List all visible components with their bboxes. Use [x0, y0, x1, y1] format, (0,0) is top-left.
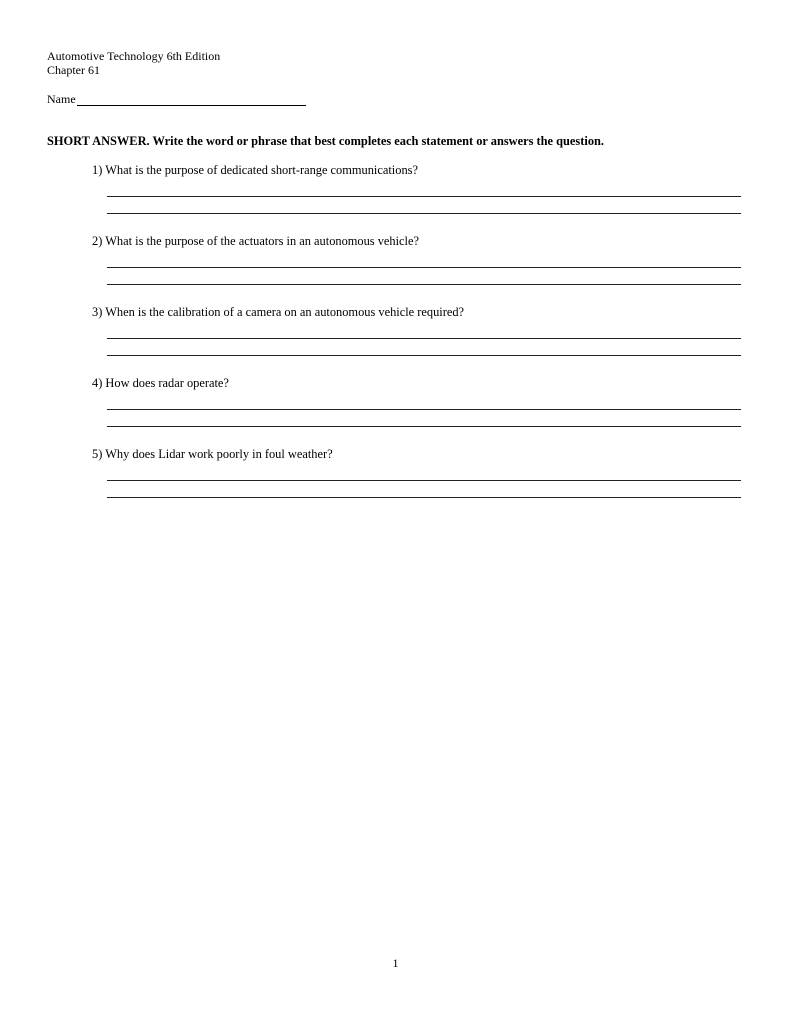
chapter-label: Chapter 61 [47, 63, 100, 77]
question-1 [92, 163, 742, 178]
question-5 [92, 447, 742, 462]
question-text: 2) What is the purpose of the actuators in an autonomous vehicle? [92, 234, 419, 248]
answer-line-1[interactable] [107, 338, 741, 339]
answer-line-1[interactable] [107, 409, 741, 410]
page-number: 1 [392, 956, 399, 970]
question-4 [92, 376, 742, 391]
question-text: 5) Why does Lidar work poorly in foul weather? [92, 447, 333, 461]
answer-line-2[interactable] [107, 213, 741, 214]
section-instructions: SHORT ANSWER. Write the word or phrase that best completes each statement or answers the question. [47, 134, 605, 148]
answer-line-2[interactable] [107, 355, 741, 356]
question-text: 1) What is the purpose of dedicated short-range communications? [92, 163, 418, 177]
name-blank-line[interactable] [77, 93, 306, 106]
question-2 [92, 234, 742, 249]
question-text: 4) How does radar operate? [92, 376, 229, 390]
answer-line-1[interactable] [107, 267, 741, 268]
question-text: 3) When is the calibration of a camera on an autonomous vehicle required? [92, 305, 465, 319]
question-3 [92, 305, 742, 320]
answer-line-2[interactable] [107, 426, 741, 427]
answer-line-2[interactable] [107, 284, 741, 285]
answer-line-1[interactable] [107, 480, 741, 481]
name-label: Name [47, 92, 76, 106]
book-title: Automotive Technology 6th Edition [47, 49, 221, 63]
name-field[interactable] [47, 92, 306, 106]
answer-line-1[interactable] [107, 196, 741, 197]
document-header [47, 49, 220, 77]
answer-line-2[interactable] [107, 497, 741, 498]
